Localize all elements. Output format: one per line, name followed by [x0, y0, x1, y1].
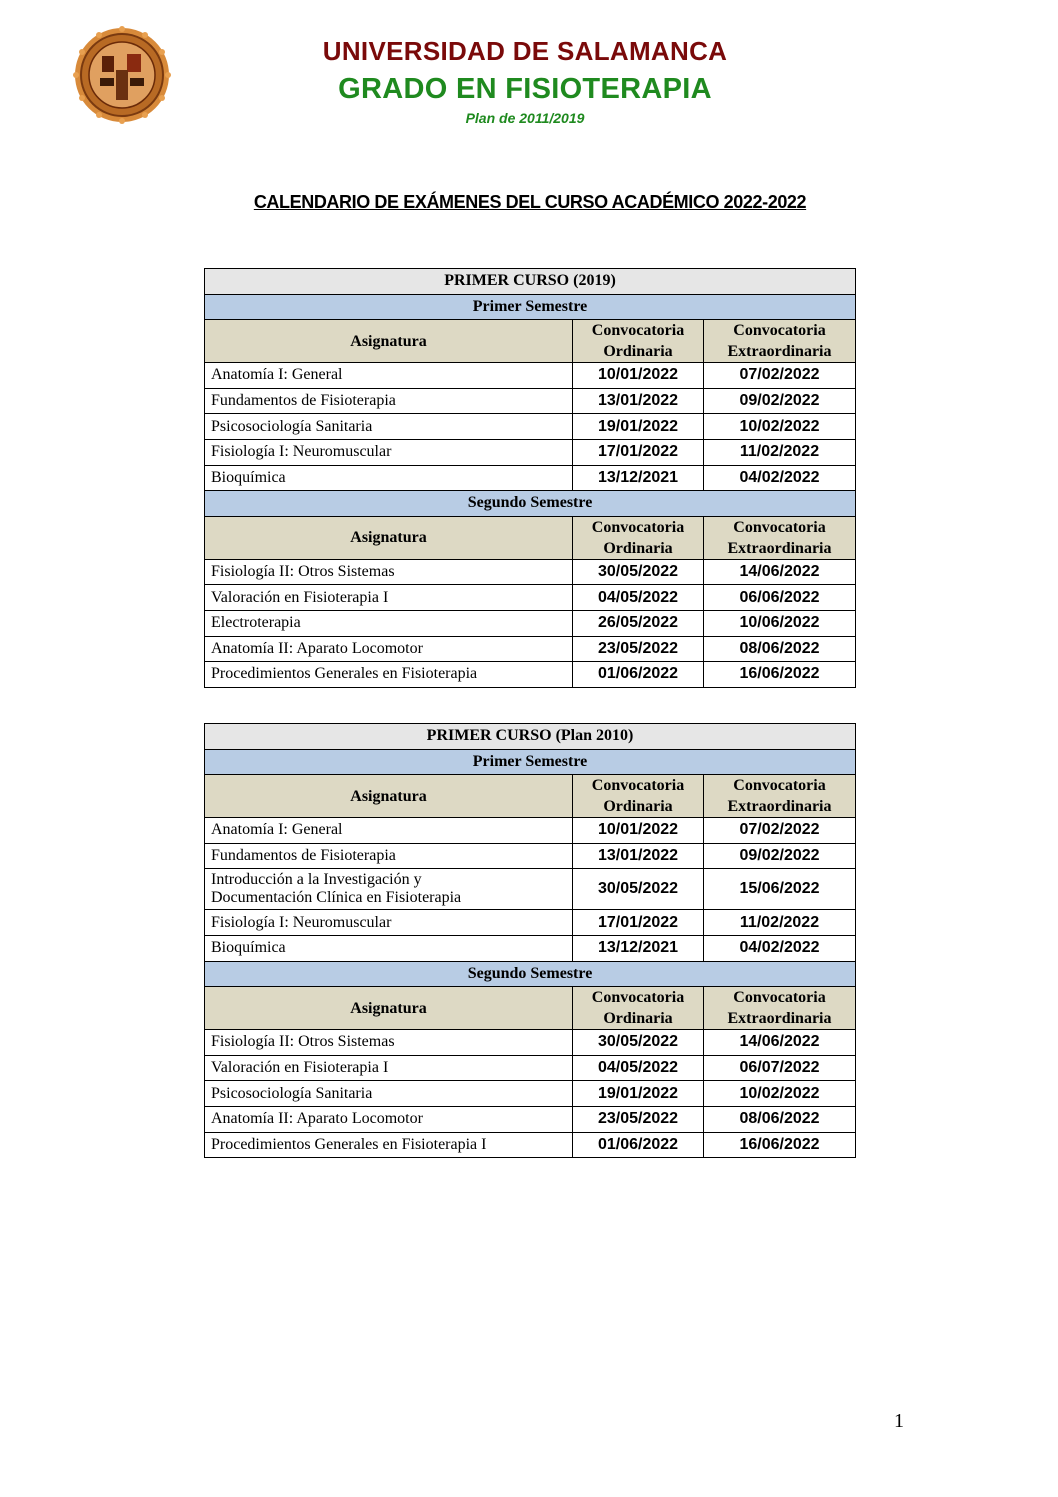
- ordinary-date: 30/05/2022: [573, 559, 704, 585]
- table-row: [205, 869, 856, 910]
- subject: Procedimientos Generales en Fisioterapia I: [205, 1132, 573, 1158]
- subject: Anatomía II: Aparato Locomotor: [205, 636, 573, 662]
- column-header-extraordinary: Convocatoria Extraordinaria: [704, 775, 856, 818]
- table-row: [205, 636, 856, 662]
- subject: Procedimientos Generales en Fisioterapia: [205, 662, 573, 688]
- table-row: [205, 585, 856, 611]
- ordinary-date: 01/06/2022: [573, 662, 704, 688]
- ordinary-date: 23/05/2022: [573, 636, 704, 662]
- extraordinary-date: 10/02/2022: [704, 1081, 856, 1107]
- subject: Fundamentos de Fisioterapia: [205, 388, 573, 414]
- subject: Bioquímica: [205, 465, 573, 491]
- ordinary-date: 10/01/2022: [573, 363, 704, 389]
- extraordinary-date: 16/06/2022: [704, 662, 856, 688]
- subject: Valoración en Fisioterapia I: [205, 1055, 573, 1081]
- subject: Anatomía I: General: [205, 818, 573, 844]
- ordinary-date: 19/01/2022: [573, 414, 704, 440]
- table-row: [205, 465, 856, 491]
- ordinary-date: 01/06/2022: [573, 1132, 704, 1158]
- column-header-extraordinary: Convocatoria Extraordinaria: [704, 516, 856, 559]
- extraordinary-date: 09/02/2022: [704, 388, 856, 414]
- ordinary-date: 13/12/2021: [573, 935, 704, 961]
- ordinary-date: 04/05/2022: [573, 585, 704, 611]
- semester-header: Primer Semestre: [205, 749, 856, 775]
- semester-header: Primer Semestre: [205, 294, 856, 320]
- subject: Anatomía I: General: [205, 363, 573, 389]
- column-header-ordinary: Convocatoria Ordinaria: [573, 320, 704, 363]
- ordinary-date: 30/05/2022: [573, 869, 704, 910]
- column-header-subject: Asignatura: [205, 320, 573, 363]
- course-header: PRIMER CURSO (Plan 2010): [205, 724, 856, 750]
- extraordinary-date: 11/02/2022: [704, 439, 856, 465]
- column-header-ordinary: Convocatoria Ordinaria: [573, 775, 704, 818]
- extraordinary-date: 08/06/2022: [704, 636, 856, 662]
- column-header-extraordinary: Convocatoria Extraordinaria: [704, 987, 856, 1030]
- exam-table-2019: [204, 268, 856, 688]
- extraordinary-date: 14/06/2022: [704, 1030, 856, 1056]
- ordinary-date: 17/01/2022: [573, 439, 704, 465]
- semester-header: Segundo Semestre: [205, 491, 856, 517]
- university-seal-icon: [72, 26, 172, 124]
- course-header: PRIMER CURSO (2019): [205, 269, 856, 295]
- table-row: [205, 935, 856, 961]
- ordinary-date: 30/05/2022: [573, 1030, 704, 1056]
- university-name: UNIVERSIDAD DE SALAMANCA: [322, 36, 728, 66]
- extraordinary-date: 14/06/2022: [704, 559, 856, 585]
- ordinary-date: 04/05/2022: [573, 1055, 704, 1081]
- column-header-subject: Asignatura: [205, 775, 573, 818]
- table-row: [205, 910, 856, 936]
- subject: Psicosociología Sanitaria: [205, 1081, 573, 1107]
- subject: Fundamentos de Fisioterapia: [205, 843, 573, 869]
- table-row: [205, 1106, 856, 1132]
- extraordinary-date: 10/06/2022: [704, 610, 856, 636]
- extraordinary-date: 04/02/2022: [704, 935, 856, 961]
- subject: Fisiología II: Otros Sistemas: [205, 559, 573, 585]
- extraordinary-date: 06/07/2022: [704, 1055, 856, 1081]
- table-row: [205, 1081, 856, 1107]
- page-number: 1: [894, 1410, 904, 1432]
- table-row: [205, 610, 856, 636]
- extraordinary-date: 10/02/2022: [704, 414, 856, 440]
- ordinary-date: 26/05/2022: [573, 610, 704, 636]
- table-row: [205, 662, 856, 688]
- subject: Fisiología I: Neuromuscular: [205, 910, 573, 936]
- table-row: [205, 843, 856, 869]
- table-row: [205, 1055, 856, 1081]
- table-row: [205, 363, 856, 389]
- column-header-subject: Asignatura: [205, 987, 573, 1030]
- ordinary-date: 13/12/2021: [573, 465, 704, 491]
- ordinary-date: 13/01/2022: [573, 388, 704, 414]
- plan-label: Plan de 2011/2019: [465, 110, 585, 126]
- table-row: [205, 439, 856, 465]
- degree-name: GRADO EN FISIOTERAPIA: [338, 73, 712, 105]
- extraordinary-date: 09/02/2022: [704, 843, 856, 869]
- ordinary-date: 19/01/2022: [573, 1081, 704, 1107]
- ordinary-date: 13/01/2022: [573, 843, 704, 869]
- semester-header: Segundo Semestre: [205, 961, 856, 987]
- subject: Valoración en Fisioterapia I: [205, 585, 573, 611]
- column-header-ordinary: Convocatoria Ordinaria: [573, 516, 704, 559]
- exam-table-plan-2010: [204, 723, 856, 1158]
- subject: Anatomía II: Aparato Locomotor: [205, 1106, 573, 1132]
- extraordinary-date: 15/06/2022: [704, 869, 856, 910]
- subject: Electroterapia: [205, 610, 573, 636]
- extraordinary-date: 07/02/2022: [704, 363, 856, 389]
- column-header-subject: Asignatura: [205, 516, 573, 559]
- subject: Fisiología II: Otros Sistemas: [205, 1030, 573, 1056]
- table-row: [205, 388, 856, 414]
- ordinary-date: 23/05/2022: [573, 1106, 704, 1132]
- ordinary-date: 10/01/2022: [573, 818, 704, 844]
- calendar-title: CALENDARIO DE EXÁMENES DEL CURSO ACADÉMICO 2022-2022: [253, 192, 807, 212]
- subject: Bioquímica: [205, 935, 573, 961]
- subject: Psicosociología Sanitaria: [205, 414, 573, 440]
- subject: Introducción a la Investigación y Documentación Clínica en Fisioterapia: [205, 869, 573, 910]
- table-row: [205, 818, 856, 844]
- table-row: [205, 559, 856, 585]
- subject: Fisiología I: Neuromuscular: [205, 439, 573, 465]
- extraordinary-date: 11/02/2022: [704, 910, 856, 936]
- extraordinary-date: 07/02/2022: [704, 818, 856, 844]
- extraordinary-date: 08/06/2022: [704, 1106, 856, 1132]
- extraordinary-date: 16/06/2022: [704, 1132, 856, 1158]
- column-header-ordinary: Convocatoria Ordinaria: [573, 987, 704, 1030]
- table-row: [205, 414, 856, 440]
- table-row: [205, 1132, 856, 1158]
- extraordinary-date: 04/02/2022: [704, 465, 856, 491]
- extraordinary-date: 06/06/2022: [704, 585, 856, 611]
- column-header-extraordinary: Convocatoria Extraordinaria: [704, 320, 856, 363]
- table-row: [205, 1030, 856, 1056]
- ordinary-date: 17/01/2022: [573, 910, 704, 936]
